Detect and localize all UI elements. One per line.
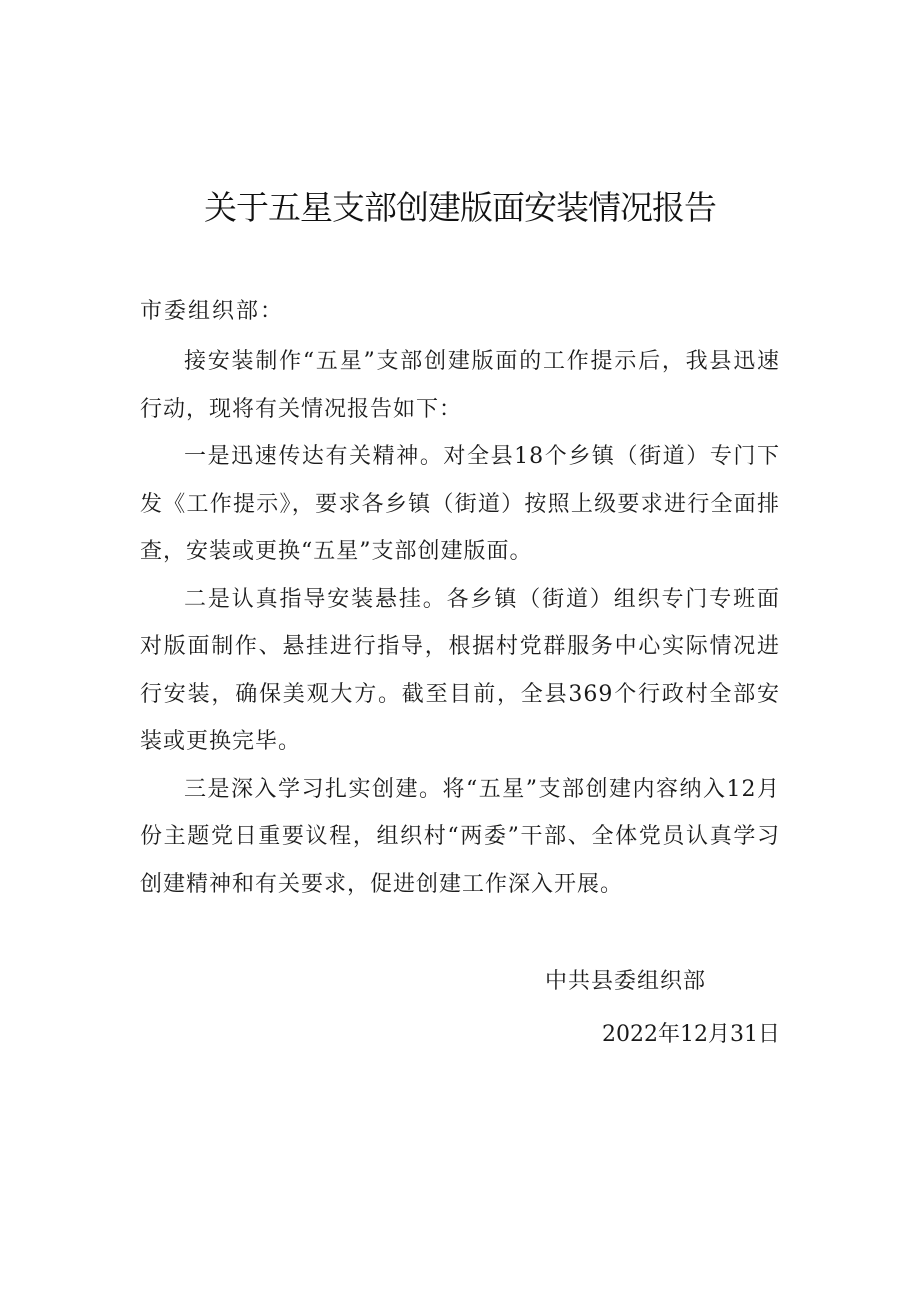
signature-date: 2022年12月31日: [602, 1022, 780, 1047]
paragraph-intro: 接安装制作“五星”支部创建版面的工作提示后，我县迅速行动，现将有关情况报告如下：: [140, 349, 780, 422]
paragraph-point-one: 一是迅速传达有关精神。对全县18个乡镇（街道）专门下发《工作提示》，要求各乡镇（街道）按照上级要求进行全面排查，安装或更换“五星”支部创建版面。: [140, 444, 780, 564]
paragraph-point-two: 二是认真指导安装悬挂。各乡镇（街道）组织专门专班面对版面制作、悬挂进行指导，根据村党群服务中心实际情况进行安装，确保美观大方。截至目前，全县369个行政村全部安装或更换完毕。: [140, 586, 780, 754]
document-body: [140, 338, 780, 908]
signature-organization: 中共县委组织部: [544, 969, 706, 994]
document-title: 关于五星支部创建版面安装情况报告: [204, 188, 716, 227]
salutation: 市委组织部：: [140, 299, 285, 324]
paragraph-point-three: 三是深入学习扎实创建。将“五星”支部创建内容纳入12月份主题党日重要议程，组织村“两委”干部、全体党员认真学习创建精神和有关要求，促进创建工作深入开展。: [140, 776, 780, 897]
